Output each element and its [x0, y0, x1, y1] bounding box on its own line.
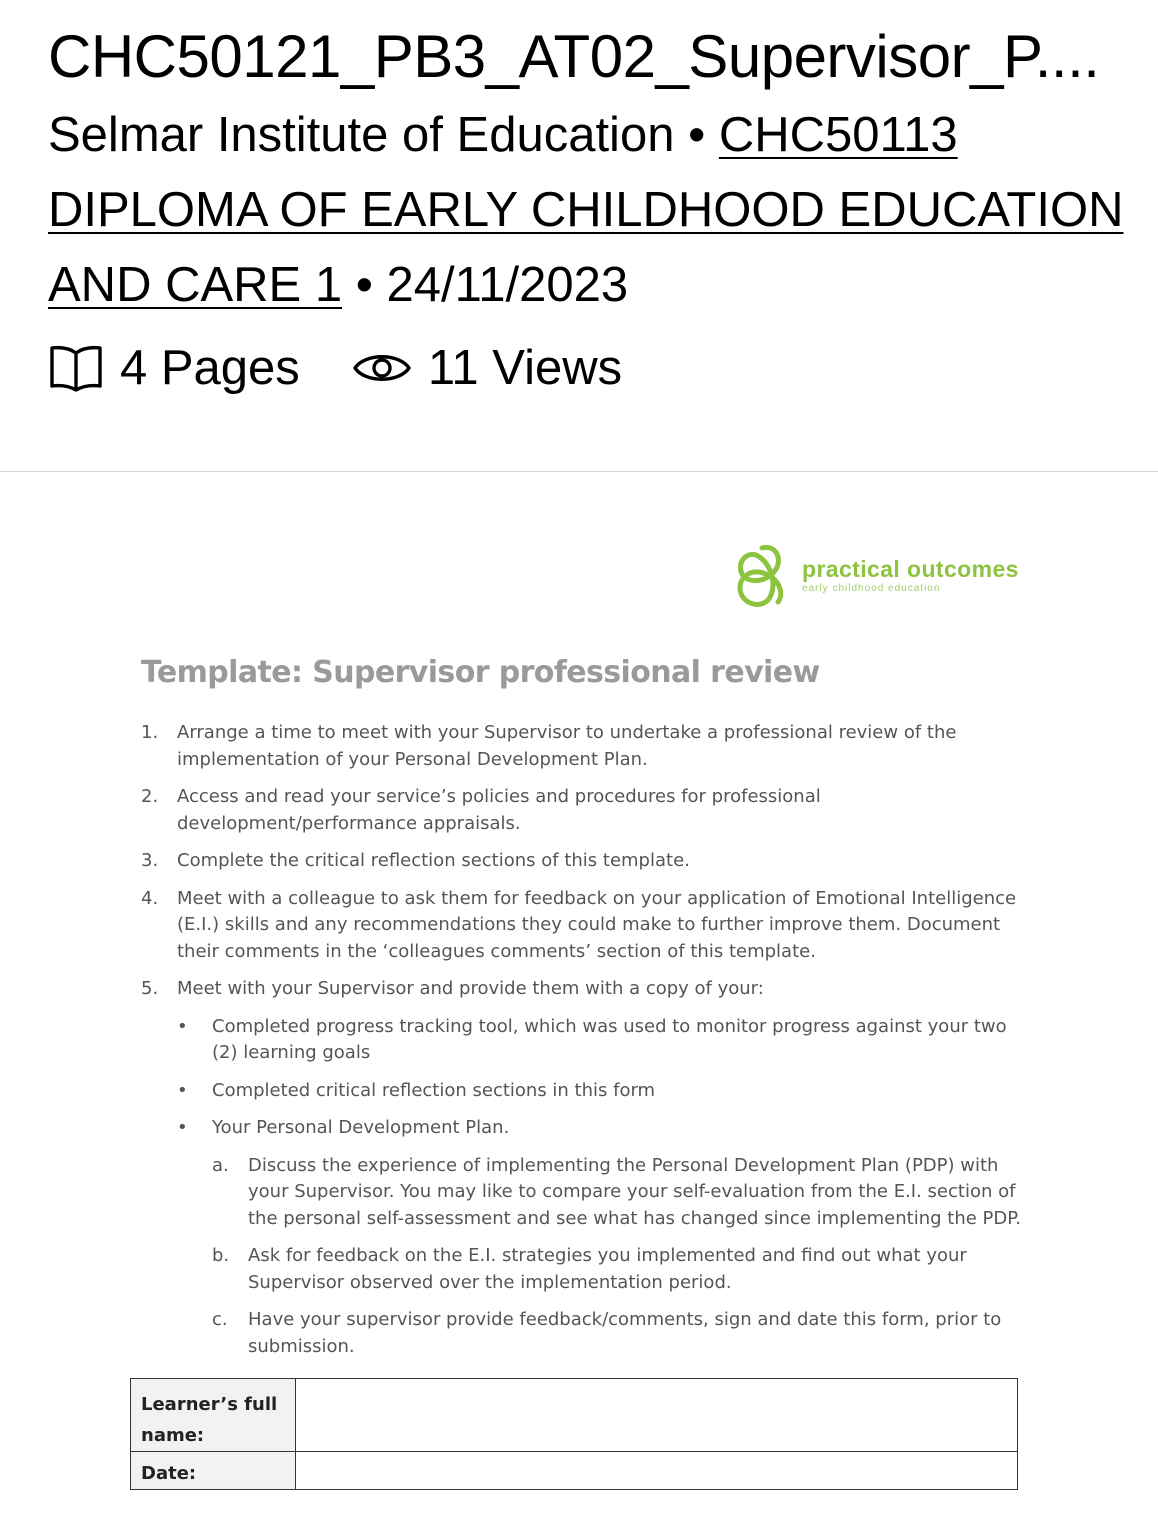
step-number: 5. [141, 978, 159, 999]
course-link[interactable]: CHC50113 DIPLOMA OF EARLY CHILDHOOD EDUCATION AND CARE 1 [48, 108, 1124, 312]
document-stats [48, 333, 1128, 403]
step-number: 2. [141, 786, 159, 807]
meta-separator: • [688, 108, 706, 162]
document-header [48, 22, 1128, 403]
sub-item-text: Ask for feedback on the E.I. strategies you implemented and find out what your Supervisor observed over the implementation period. [248, 1245, 967, 1293]
sub-item-text: Have your supervisor provide feedback/comments, sign and date this form, prior to submission. [248, 1309, 1002, 1357]
sub-item-letter: a. [212, 1154, 229, 1176]
document-meta [48, 98, 1128, 323]
bullet-icon: • [177, 1117, 188, 1138]
logo-mark-icon [732, 542, 794, 610]
step-text: Meet with your Supervisor and provide them with a copy of your: [177, 978, 764, 999]
document-page-preview [0, 472, 1158, 1521]
list-item [141, 886, 1031, 966]
list-item [141, 784, 1031, 837]
sub-item [212, 1307, 1031, 1360]
step-number: 4. [141, 887, 159, 909]
logo-name: practical outcomes [802, 556, 1019, 582]
date-label: Date: [131, 1452, 296, 1490]
list-item [141, 976, 1031, 1003]
sub-item [212, 1243, 1031, 1296]
practical-outcomes-logo [732, 542, 1019, 610]
table-row [131, 1452, 1018, 1490]
document-title: CHC50121_PB3_AT02_Supervisor_P.... [48, 23, 1100, 90]
step-text: Complete the critical reflection sections of this template. [177, 850, 690, 871]
bullet-item [177, 1078, 1031, 1105]
date-field [296, 1452, 1018, 1490]
page-count [48, 340, 300, 396]
table-row [131, 1379, 1018, 1452]
view-count [352, 340, 622, 396]
institution-name: Selmar Institute of Education [48, 108, 675, 162]
bullet-text: Completed critical reflection sections in this form [212, 1079, 656, 1101]
bullet-item [177, 1115, 1031, 1142]
sub-item [212, 1153, 1031, 1233]
list-item [141, 848, 1031, 875]
learner-name-label: Learner’s full name: [131, 1379, 296, 1452]
bullet-icon: • [177, 1015, 188, 1037]
view-count-label: 11 Views [427, 341, 623, 395]
sub-item-letter: b. [212, 1245, 230, 1266]
learner-name-field [296, 1379, 1018, 1452]
eye-icon [352, 348, 412, 388]
step-number: 3. [141, 850, 159, 871]
sub-item-text: Discuss the experience of implementing the Personal Development Plan (PDP) with your Supervisor. You may like to compare your self-evaluation from the E.I. section of the personal self-assessment and see what has changed since implementing the PDP. [248, 1154, 1022, 1229]
step-number: 1. [141, 722, 159, 743]
bullet-text: Your Personal Development Plan. [212, 1117, 510, 1138]
meta-separator: • [355, 258, 373, 312]
book-icon [48, 344, 104, 392]
page-count-label: 4 Pages [120, 341, 300, 395]
bullet-icon: • [177, 1079, 188, 1101]
step-text: Access and read your service’s policies and procedures for professional development/performance appraisals. [177, 786, 821, 834]
upload-date: 24/11/2023 [386, 258, 629, 312]
instruction-list [141, 720, 1031, 1371]
step-text: Arrange a time to meet with your Supervisor to undertake a professional review of the implementation of your Personal Development Plan. [177, 722, 957, 770]
learner-details-table [130, 1378, 1018, 1490]
logo-tagline: early childhood education [802, 583, 941, 594]
template-title: Template: Supervisor professional review [141, 655, 820, 690]
bullet-item [177, 1014, 1031, 1067]
step-text: Meet with a colleague to ask them for feedback on your application of Emotional Intelligence (E.I.) skills and any recommendations they could make to further improve them. Document their comments in the ‘colleagues comments’ section of this template. [177, 887, 1017, 962]
list-item [141, 720, 1031, 773]
bullet-text: Completed progress tracking tool, which was used to monitor progress against your two (2) learning goals [212, 1015, 1007, 1063]
sub-item-letter: c. [212, 1309, 228, 1330]
